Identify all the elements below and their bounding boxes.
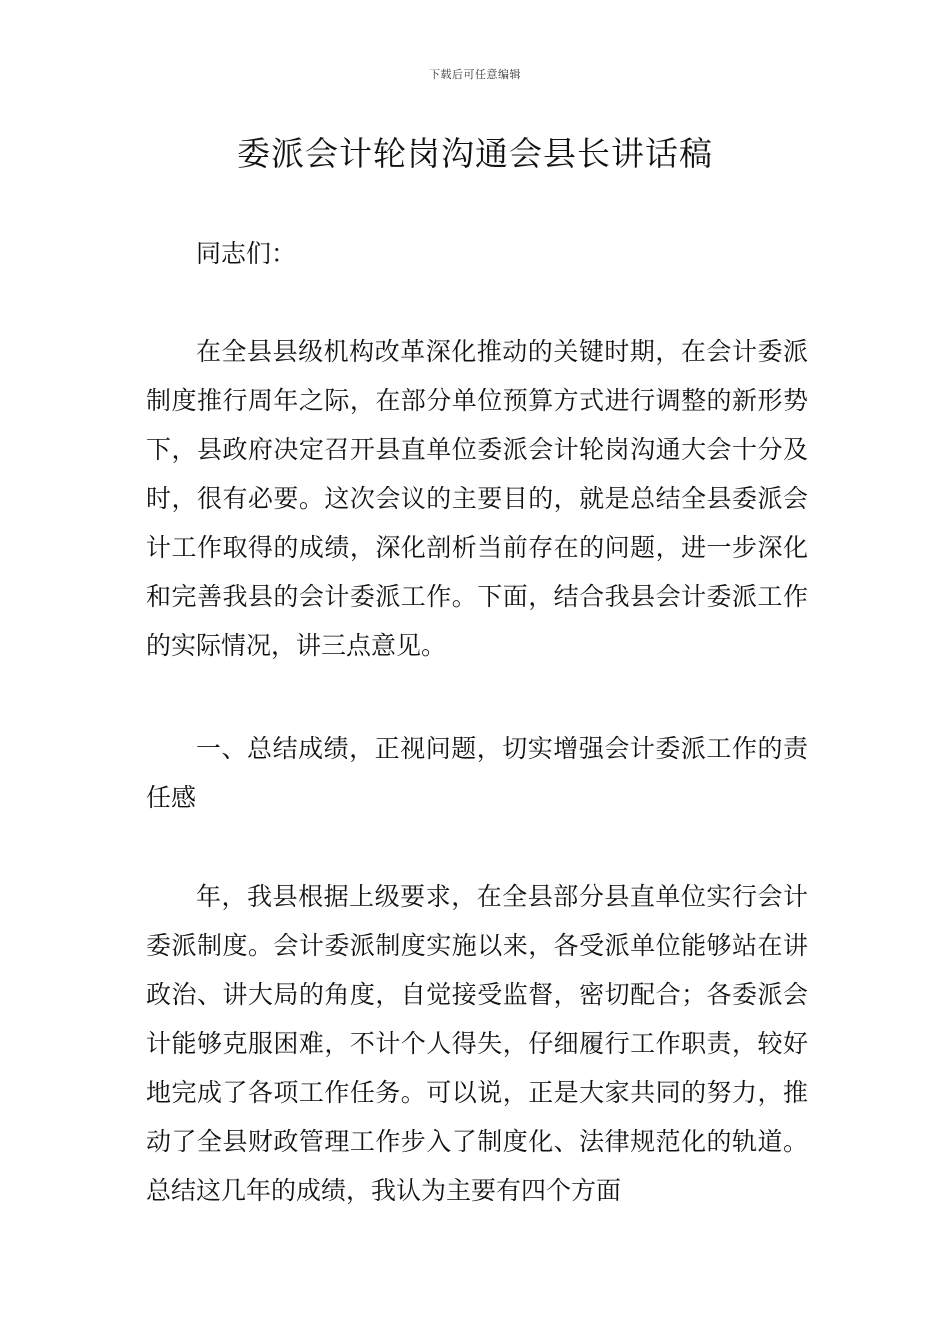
header-note: 下载后可任意编辑 <box>429 68 521 81</box>
section-heading-1: 一、总结成绩，正视问题，切实增强会计委派工作的责任感 <box>146 734 808 812</box>
paragraph-intro: 在全县县级机构改革深化推动的关键时期，在会计委派制度推行周年之际，在部分单位预算方式进行调整的新形势下，县政府决定召开县直单位委派会计轮岗沟通大会十分及时，很有必要。这次会议的主要目的，就是总结全县委派会计工作取得的成绩，深化剖析当前存在的问题，进一步深化和完善我县的会计委派工作。下面，结合我县会计委派工作的实际情况，讲三点意见。 <box>146 337 808 660</box>
document-title: 委派会计轮岗沟通会县长讲话稿 <box>237 134 713 173</box>
paragraph-achievements: 年，我县根据上级要求，在全县部分县直单位实行会计委派制度。会计委派制度实施以来，各受派单位能够站在讲政治、讲大局的角度，自觉接受监督，密切配合；各委派会计能够克服困难，不计个人得失，仔细履行工作职责，较好地完成了各项工作任务。可以说，正是大家共同的努力，推动了全县财政管理工作步入了制度化、法律规范化的轨道。总结这几年的成绩，我认为主要有四个方面 <box>146 882 808 1205</box>
greeting: 同志们： <box>196 239 297 268</box>
